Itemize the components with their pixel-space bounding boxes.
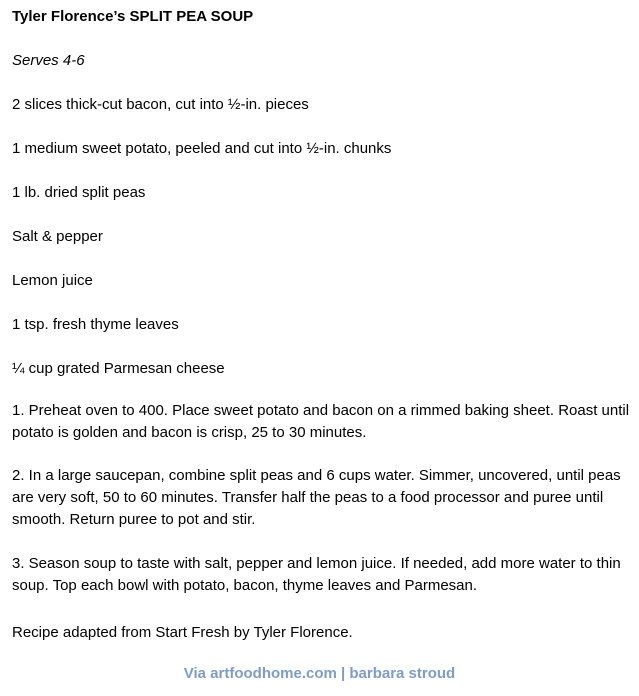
instruction-step: 3. Season soup to taste with salt, pepper and lemon juice. If needed, add more water to thin soup. Top each bowl with potato, bacon, thyme leaves and Parmesan. (12, 555, 621, 594)
source-link[interactable]: Via artfoodhome.com | barbara stroud (183, 665, 456, 682)
instruction-step: 1. Preheat oven to 400. Place sweet potato and bacon on a rimmed baking sheet. Roast until potato is golden and bacon is crisp, 25 to 30 minutes. (12, 402, 630, 441)
ingredient-item: ¼ cup grated Parmesan cheese (12, 360, 225, 377)
instruction-step: 2. In a large saucepan, combine split peas and 6 cups water. Simmer, uncovered, until peas are very soft, 50 to 60 minutes. Transfer half the peas to a food processor and puree until smooth. Return puree to pot and stir. (12, 467, 621, 528)
ingredient-item: 1 medium sweet potato, peeled and cut into ½-in. chunks (12, 140, 392, 157)
recipe-credit: Recipe adapted from Start Fresh by Tyler Florence. (12, 624, 353, 641)
ingredient-item: 2 slices thick-cut bacon, cut into ½-in. pieces (12, 96, 309, 113)
ingredient-item: Salt & pepper (12, 228, 103, 245)
ingredient-item: 1 lb. dried split peas (12, 184, 146, 201)
source-footer (0, 665, 639, 683)
ingredient-item: Lemon juice (12, 272, 93, 289)
ingredient-item: 1 tsp. fresh thyme leaves (12, 316, 179, 333)
recipe-title: Tyler Florence’s SPLIT PEA SOUP (12, 8, 254, 25)
servings-note: Serves 4-6 (12, 52, 85, 69)
